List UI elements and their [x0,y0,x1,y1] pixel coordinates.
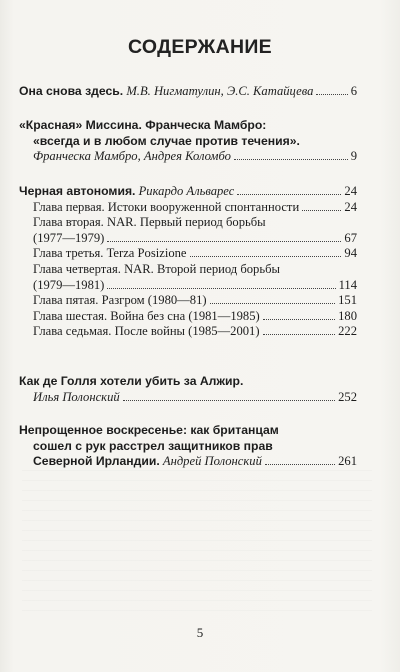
toc-entry [19,374,357,405]
toc-entry [19,84,357,100]
page-number: 24 [344,184,357,198]
page-number: 9 [350,149,357,164]
dot-leader [123,400,335,401]
dot-leader [237,194,341,195]
page-number: 151 [338,293,357,308]
toc-entry [19,184,357,340]
page-number: 6 [350,84,357,98]
page-number: 261 [338,454,357,469]
dot-leader [190,256,342,257]
entry-author: Андрей Полонский [162,454,262,469]
page-folio: 5 [196,625,204,640]
chapter-item: (1977—1979) 67 [33,230,357,245]
dot-leader [210,303,336,304]
entry-author: Илья Полонский [33,389,120,404]
page-number: 222 [338,324,357,339]
dot-leader [302,210,341,211]
entry-title: «Красная» Миссина. Франческа Мамбро: [19,118,267,132]
entry-title: Непрощенное воскресенье: как британцам [19,423,279,437]
toc-entry [19,118,357,165]
dot-leader [265,464,335,465]
entry-title: Черная автономия. [19,184,136,198]
page-number: 67 [344,230,357,245]
page-number: 94 [344,246,357,261]
toc-entry [19,423,357,470]
chapter-item: (1979—1981) 114 [33,277,357,292]
entry-title: сошел с рук расстрел защитников прав [33,438,273,453]
entry-title: Она снова здесь. [19,84,124,98]
chapter-item: Глава седьмая. После войны (1985—2001) 222 [33,324,357,339]
page-number: 180 [338,308,357,323]
chapter-item: Глава вторая. NAR. Первый период борьбы [33,215,266,230]
dot-leader [234,159,348,160]
dot-leader [263,334,336,335]
dot-leader [263,319,335,320]
page-number: 252 [338,389,357,404]
chapter-item: Глава пятая. Разгром (1980—81) 151 [33,293,357,308]
chapter-item: Глава шестая. Война без сна (1981—1985) 180 [33,308,357,323]
entry-author: Рикардо Альварес [138,184,235,198]
entry-title: Как де Голля хотели убить за Алжир. [19,374,244,388]
entry-title: Северной Ирландии. [33,454,160,469]
entry-title: «всегда и в любом случае против течения». [33,133,300,148]
show-through-text [22,470,372,620]
page-number: 114 [338,277,357,292]
chapter-item: Глава третья. Terza Posizione 94 [33,246,357,261]
page-number: 24 [344,199,357,214]
chapter-item: Глава четвертая. NAR. Второй период борьбы [33,261,280,276]
dot-leader [316,94,347,95]
chapter-item: Глава первая. Истоки вооруженной спонтанности 24 [33,199,357,214]
dot-leader [107,241,341,242]
dot-leader [107,288,335,289]
entry-author: Франческа Мамбро, Андрея Коломбо [33,149,231,164]
toc-heading: СОДЕРЖАНИЕ [128,36,272,58]
entry-author: М.В. Нигматулин, Э.С. Катайцева [126,84,314,98]
